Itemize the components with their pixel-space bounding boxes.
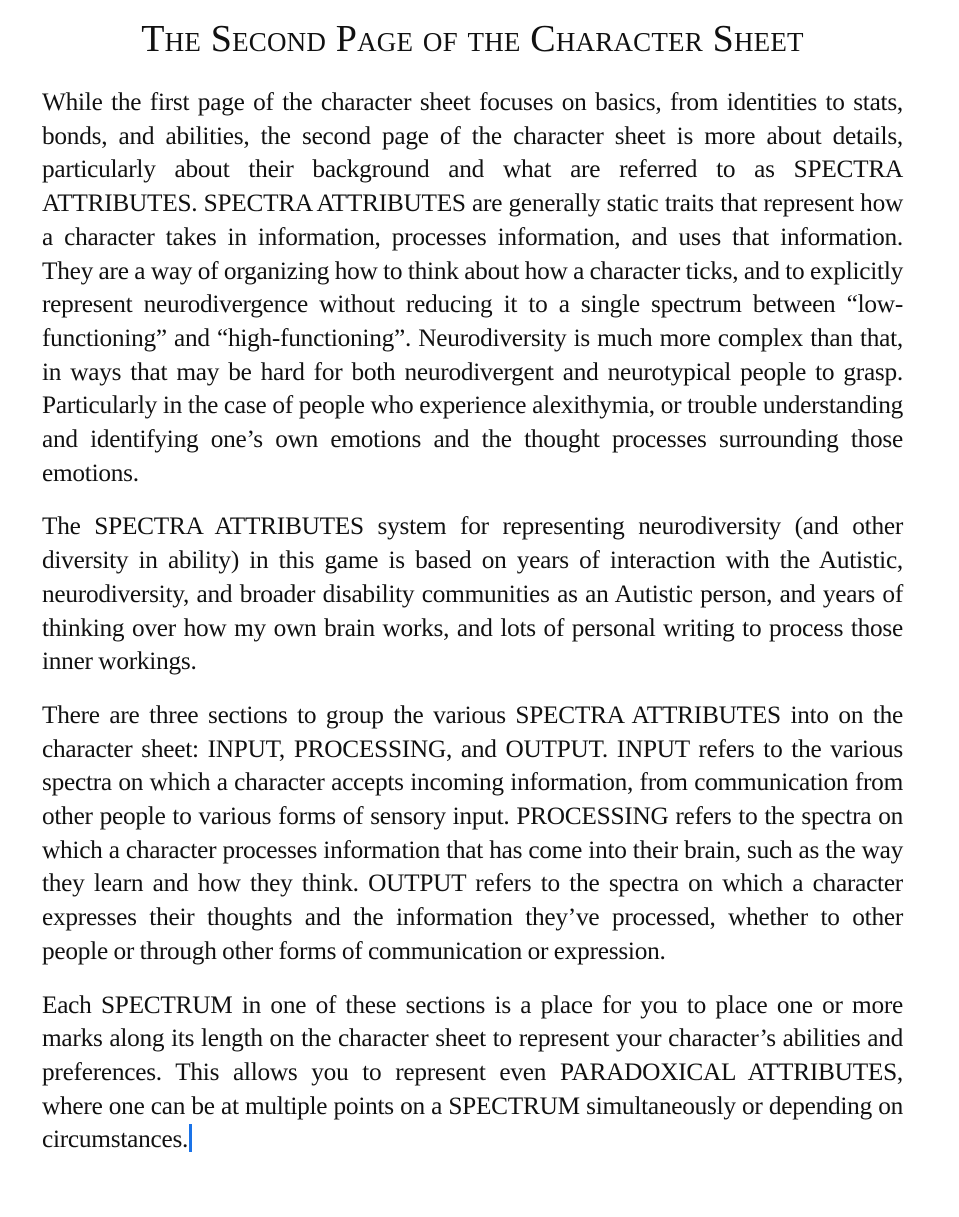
paragraph-text: While the first page of the character sheet focuses on basics, from identities to stats, bonds, and abilities, the second page of the character sheet is more about details, particularly about their background and what are referred to as SPECTRA ATTRIBUTES. SPECTRA ATTRIBUTES are generally static traits that represent how a character takes in information, processes information, and uses that information. They are a way of organizing how to think about how a character ticks, and to explicitly represent neurodivergence without reducing it to a single spectrum between “low-functioning” and “high-functioning”. Neurodiversity is much more complex than that, in ways that may be hard for both neurodivergent and neurotypical people to grasp. Particularly in the case of people who experience alexithymia, or trouble understanding and identifying one’s own emotions and the thought processes surrounding those emotions.	[42, 88, 903, 487]
paragraph-sections[interactable]	[42, 699, 903, 969]
paragraph-text: There are three sections to group the various SPECTRA ATTRIBUTES into on the character sheet: INPUT, PROCESSING, and OUTPUT. INPUT refers to the various spectra on which a character accepts incoming information, from communication from other people to various forms of sensory input. PROCESSING refers to the spectra on which a character processes information that has come into their brain, such as the way they learn and how they think. OUTPUT refers to the spectra on which a character expresses their thoughts and the information they’ve processed, whether to other people or through other forms of communication or expression.	[42, 700, 903, 965]
page-title: The Second Page of the Character Sheet	[141, 18, 804, 60]
text-cursor	[189, 1124, 192, 1152]
paragraph-text: Each SPECTRUM in one of these sections is a place for you to place one or more marks along its length on the character sheet to represent your character’s abilities and preferences. This allows you to represent even PARADOXICAL ATTRIBUTES, where one can be at multiple points on a SPECTRUM simultaneously or depending on circumstances.	[42, 990, 903, 1154]
paragraph-spectrum[interactable]	[42, 989, 903, 1158]
paragraph-system[interactable]	[42, 510, 903, 679]
paragraph-text: The SPECTRA ATTRIBUTES system for representing neurodiversity (and other diversity in ability) in this game is based on years of interaction with the Autistic, neurodiversity, and broader disability communities as an Autistic person, and years of thinking over how my own brain works, and lots of personal writing to process those inner workings.	[42, 512, 903, 676]
paragraph-intro[interactable]	[42, 86, 903, 490]
